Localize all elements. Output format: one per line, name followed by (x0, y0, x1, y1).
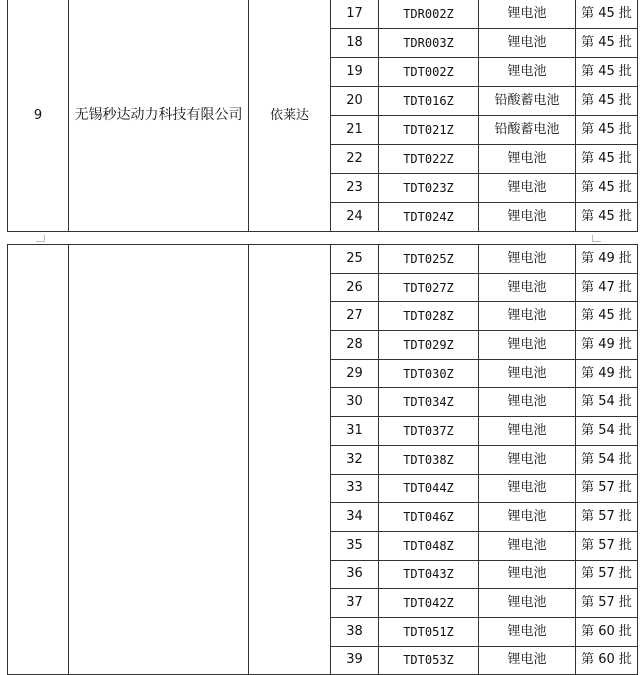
seq-cell: 30 (331, 388, 379, 417)
battery-type-cell: 锂电池 (479, 29, 576, 58)
seq-cell: 17 (331, 0, 379, 29)
model-cell: TDT030Z (379, 359, 479, 388)
model-cell: TDT002Z (379, 58, 479, 87)
battery-type-cell: 锂电池 (479, 58, 576, 87)
battery-type-cell: 锂电池 (479, 388, 576, 417)
batch-cell: 第 54 批 (576, 445, 638, 474)
battery-type-cell: 锂电池 (479, 273, 576, 302)
batch-cell: 第 57 批 (576, 474, 638, 503)
seq-cell: 25 (331, 245, 379, 274)
batch-cell: 第 45 批 (576, 302, 638, 331)
batch-cell: 第 57 批 (576, 503, 638, 532)
model-cell: TDT034Z (379, 388, 479, 417)
seq-cell: 22 (331, 145, 379, 174)
model-cell: TDT022Z (379, 145, 479, 174)
battery-type-cell: 锂电池 (479, 174, 576, 203)
model-cell: TDT051Z (379, 617, 479, 646)
batch-cell: 第 49 批 (576, 359, 638, 388)
batch-cell: 第 45 批 (576, 0, 638, 29)
model-cell: TDR002Z (379, 0, 479, 29)
brand-cell (249, 245, 331, 675)
battery-table-part-2 (7, 244, 638, 675)
seq-cell: 38 (331, 617, 379, 646)
batch-cell: 第 54 批 (576, 417, 638, 446)
seq-cell: 20 (331, 87, 379, 116)
battery-table-part-1 (7, 0, 638, 232)
battery-type-cell: 锂电池 (479, 417, 576, 446)
model-cell: TDT024Z (379, 203, 479, 232)
batch-cell: 第 45 批 (576, 116, 638, 145)
battery-type-cell: 锂电池 (479, 474, 576, 503)
group-number-cell (8, 245, 69, 675)
batch-cell: 第 45 批 (576, 87, 638, 116)
seq-cell: 28 (331, 331, 379, 360)
seq-cell: 33 (331, 474, 379, 503)
page-crop-mark-right (592, 235, 601, 242)
model-cell: TDT053Z (379, 646, 479, 675)
battery-type-cell: 锂电池 (479, 331, 576, 360)
battery-type-cell: 锂电池 (479, 646, 576, 675)
seq-cell: 39 (331, 646, 379, 675)
battery-type-cell: 锂电池 (479, 145, 576, 174)
model-cell: TDT028Z (379, 302, 479, 331)
batch-cell: 第 47 批 (576, 273, 638, 302)
model-cell: TDT043Z (379, 560, 479, 589)
seq-cell: 35 (331, 531, 379, 560)
battery-type-cell: 锂电池 (479, 445, 576, 474)
batch-cell: 第 49 批 (576, 245, 638, 274)
table-row (8, 0, 638, 29)
batch-cell: 第 57 批 (576, 560, 638, 589)
model-cell: TDT042Z (379, 589, 479, 618)
battery-type-cell: 锂电池 (479, 245, 576, 274)
battery-type-cell: 锂电池 (479, 617, 576, 646)
seq-cell: 31 (331, 417, 379, 446)
batch-cell: 第 49 批 (576, 331, 638, 360)
table-row (8, 245, 638, 274)
battery-type-cell: 锂电池 (479, 503, 576, 532)
batch-cell: 第 60 批 (576, 617, 638, 646)
batch-cell: 第 60 批 (576, 646, 638, 675)
model-cell: TDT046Z (379, 503, 479, 532)
model-cell: TDT025Z (379, 245, 479, 274)
battery-type-cell: 锂电池 (479, 560, 576, 589)
seq-cell: 26 (331, 273, 379, 302)
battery-type-cell: 铅酸蓄电池 (479, 87, 576, 116)
batch-cell: 第 57 批 (576, 589, 638, 618)
seq-cell: 34 (331, 503, 379, 532)
seq-cell: 27 (331, 302, 379, 331)
model-cell: TDT027Z (379, 273, 479, 302)
batch-cell: 第 45 批 (576, 145, 638, 174)
model-cell: TDR003Z (379, 29, 479, 58)
battery-type-cell: 锂电池 (479, 589, 576, 618)
seq-cell: 23 (331, 174, 379, 203)
battery-type-cell: 锂电池 (479, 302, 576, 331)
brand-cell: 依莱达 (249, 0, 331, 232)
model-cell: TDT016Z (379, 87, 479, 116)
battery-type-cell: 铅酸蓄电池 (479, 116, 576, 145)
batch-cell: 第 45 批 (576, 58, 638, 87)
batch-cell: 第 54 批 (576, 388, 638, 417)
battery-type-cell: 锂电池 (479, 0, 576, 29)
page-crop-mark-left (36, 235, 45, 242)
seq-cell: 19 (331, 58, 379, 87)
company-name-cell (69, 245, 249, 675)
seq-cell: 37 (331, 589, 379, 618)
company-name-cell: 无锡秒达动力科技有限公司 (69, 0, 249, 232)
model-cell: TDT037Z (379, 417, 479, 446)
group-number-cell: 9 (8, 0, 69, 232)
battery-type-cell: 锂电池 (479, 203, 576, 232)
battery-type-cell: 锂电池 (479, 359, 576, 388)
seq-cell: 32 (331, 445, 379, 474)
model-cell: TDT038Z (379, 445, 479, 474)
batch-cell: 第 45 批 (576, 174, 638, 203)
batch-cell: 第 57 批 (576, 531, 638, 560)
seq-cell: 29 (331, 359, 379, 388)
battery-type-cell: 锂电池 (479, 531, 576, 560)
seq-cell: 36 (331, 560, 379, 589)
model-cell: TDT044Z (379, 474, 479, 503)
model-cell: TDT021Z (379, 116, 479, 145)
batch-cell: 第 45 批 (576, 203, 638, 232)
model-cell: TDT048Z (379, 531, 479, 560)
seq-cell: 21 (331, 116, 379, 145)
seq-cell: 18 (331, 29, 379, 58)
model-cell: TDT023Z (379, 174, 479, 203)
model-cell: TDT029Z (379, 331, 479, 360)
batch-cell: 第 45 批 (576, 29, 638, 58)
seq-cell: 24 (331, 203, 379, 232)
